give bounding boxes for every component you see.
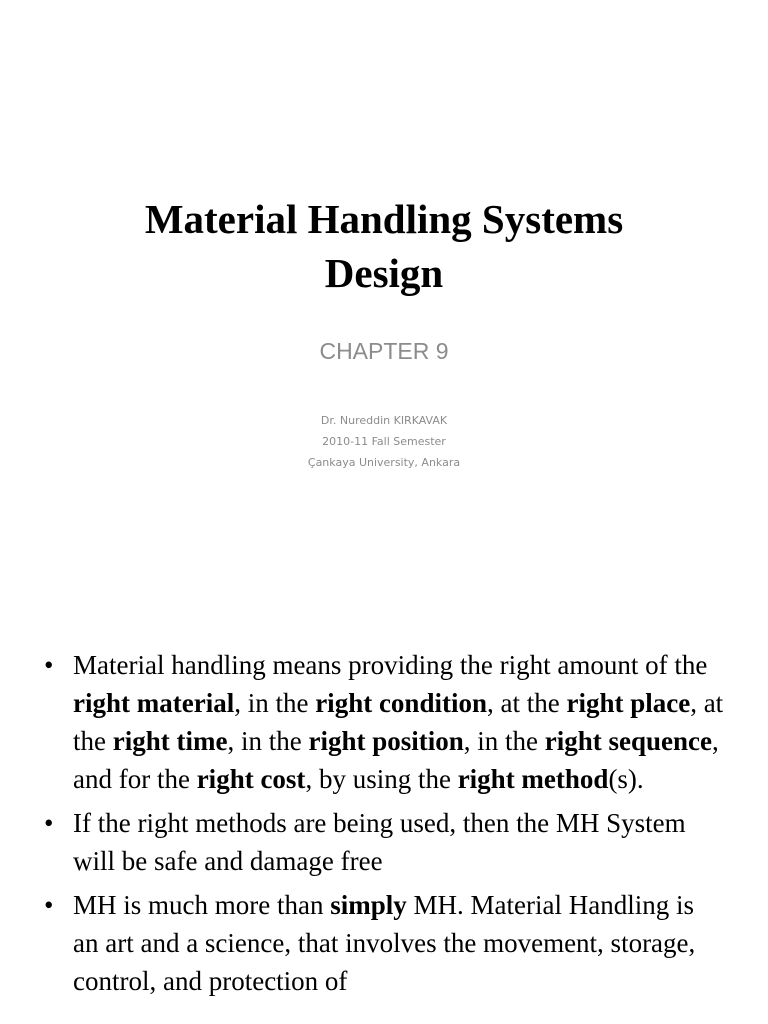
semester-label: 2010-11 Fall Semester [322, 435, 446, 448]
slide-title-line-2: Design [324, 250, 444, 296]
bullet-text-bold: right condition [315, 688, 487, 718]
bullet-text: (s). [608, 764, 644, 794]
bullet-text-bold: right position [308, 726, 464, 756]
bullet-text-bold: right method [457, 764, 609, 794]
bullet-text-bold: simply [330, 890, 407, 920]
bullet-text: Material handling means providing the right amount of the [73, 650, 708, 680]
slide-title [40, 192, 728, 300]
bullet-text: , and for the [73, 726, 719, 794]
bullet-item [0, 886, 768, 1000]
bullet-text-bold: right cost [196, 764, 306, 794]
slide-title-line-1: Material Handling Systems [144, 196, 624, 242]
bullet-text: , in the [227, 726, 309, 756]
bullet-text-bold: right place [566, 688, 691, 718]
bullet-text: MH is much more than [73, 890, 331, 920]
bullet-text: MH. Material Handling is an art and a science, that involves the movement, storage, control, and protection of [73, 890, 696, 996]
bullet-text: , in the [463, 726, 545, 756]
bullet-text: , at the [486, 688, 567, 718]
content-slide [0, 576, 768, 1024]
bullet-text-bold: right sequence [544, 726, 712, 756]
bullet-item [0, 646, 768, 798]
bullet-text: , at the [73, 688, 724, 756]
bullet-item [0, 804, 768, 880]
author-name: Dr. Nureddin KIRKAVAK [320, 414, 448, 427]
bullet-list [0, 646, 768, 1006]
bullet-text-bold: right time [112, 726, 228, 756]
bullet-marker: • [44, 890, 54, 920]
institution-label: Çankaya University, Ankara [307, 456, 461, 469]
bullet-text: , in the [234, 688, 316, 718]
credits-block [0, 410, 768, 473]
chapter-subtitle: CHAPTER 9 [319, 338, 449, 364]
bullet-text: , by using the [305, 764, 458, 794]
bullet-marker: • [44, 650, 54, 680]
bullet-text: If the right methods are being used, then the MH System will be safe and damage free [73, 808, 686, 876]
bullet-marker: • [44, 808, 54, 838]
bullet-text-bold: right material [73, 688, 235, 718]
